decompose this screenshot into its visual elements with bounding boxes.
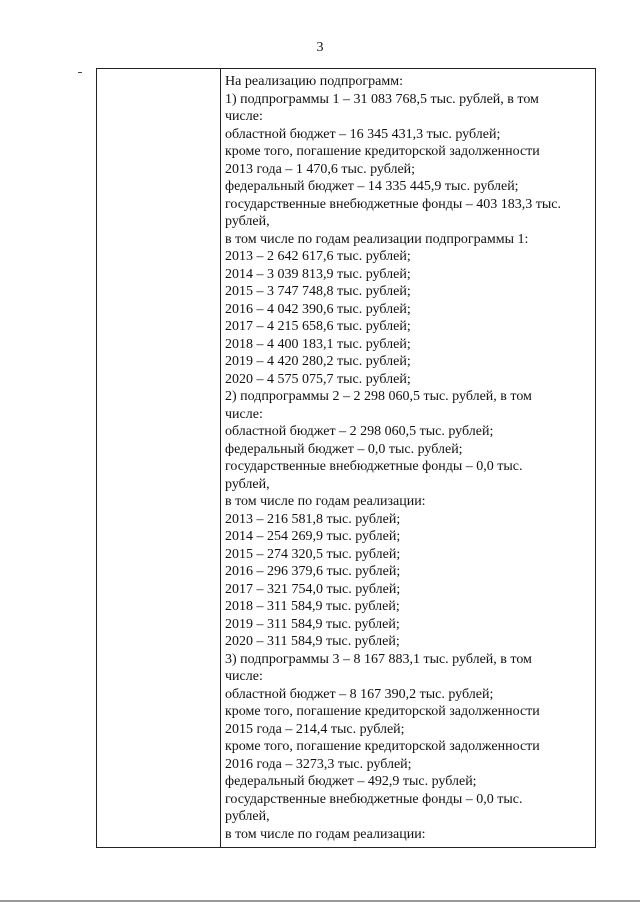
text-line: областной бюджет – 2 298 060,5 тыс. рублей; — [225, 424, 494, 439]
text-line: 2) подпрограммы 2 – 2 298 060,5 тыс. рублей, в том — [225, 389, 532, 404]
text-line: федеральный бюджет – 0,0 тыс. рублей; — [225, 441, 463, 457]
table-right-cell — [225, 73, 591, 843]
text-line: На реализацию подпрограмм: — [225, 74, 403, 89]
text-line: 2019 – 311 584,9 тыс. рублей; — [225, 616, 400, 632]
text-line: рублей, — [225, 214, 270, 229]
text-line: числе: — [225, 109, 263, 124]
text-line: рублей, — [225, 476, 270, 492]
page-number: 3 — [316, 40, 324, 55]
margin-mark — [78, 72, 82, 73]
text-line: в том числе по годам реализации подпрограммы 1: — [225, 231, 529, 247]
page-bottom-edge — [0, 900, 640, 902]
text-line: 2018 – 311 584,9 тыс. рублей; — [225, 599, 400, 614]
text-line: 2018 – 4 400 183,1 тыс. рублей; — [225, 336, 411, 352]
table-left-cell — [97, 69, 221, 847]
text-line: государственные внебюджетные фонды – 0,0 тыс. — [225, 459, 523, 474]
text-line: 2014 – 3 039 813,9 тыс. рублей; — [225, 266, 411, 282]
text-line: кроме того, погашение кредиторской задолженности — [225, 739, 540, 754]
funding-table — [96, 68, 596, 848]
text-line: 2016 – 4 042 390,6 тыс. рублей; — [225, 301, 411, 317]
text-line: 2015 года – 214,4 тыс. рублей; — [225, 721, 405, 737]
text-line: федеральный бюджет – 492,9 тыс. рублей; — [225, 774, 477, 789]
text-line: 2020 – 4 575 075,7 тыс. рублей; — [225, 371, 411, 387]
text-line: числе: — [225, 669, 263, 684]
text-line: 2017 – 321 754,0 тыс. рублей; — [225, 581, 401, 597]
text-line: 2013 года – 1 470,6 тыс. рублей; — [225, 161, 416, 177]
text-line: рублей, — [225, 809, 270, 824]
text-line: в том числе по годам реализации: — [225, 494, 426, 509]
text-line: числе: — [225, 406, 263, 422]
text-line: 2015 – 274 320,5 тыс. рублей; — [225, 546, 401, 562]
text-line: 1) подпрограммы 1 – 31 083 768,5 тыс. рублей, в том — [225, 91, 539, 107]
text-line: государственные внебюджетные фонды – 0,0 тыс. — [225, 791, 523, 807]
text-line: 2013 – 2 642 617,6 тыс. рублей; — [225, 249, 411, 264]
text-line: 3) подпрограммы 3 – 8 167 883,1 тыс. рублей, в том — [225, 651, 532, 667]
text-line: кроме того, погашение кредиторской задолженности — [225, 704, 540, 719]
text-line: областной бюджет – 16 345 431,3 тыс. рублей; — [225, 126, 501, 142]
text-line: областной бюджет – 8 167 390,2 тыс. рублей; — [225, 686, 494, 702]
text-line: 2014 – 254 269,9 тыс. рублей; — [225, 529, 401, 544]
text-line: в том числе по годам реализации: — [225, 826, 426, 842]
text-line: федеральный бюджет – 14 335 445,9 тыс. рублей; — [225, 179, 519, 194]
text-line: кроме того, погашение кредиторской задолженности — [225, 144, 540, 159]
text-line: 2015 – 3 747 748,8 тыс. рублей; — [225, 284, 411, 299]
text-line: 2017 – 4 215 658,6 тыс. рублей; — [225, 319, 411, 334]
text-line: государственные внебюджетные фонды – 403 183,3 тыс. — [225, 196, 561, 212]
text-line: 2013 – 216 581,8 тыс. рублей; — [225, 511, 401, 527]
text-line: 2019 – 4 420 280,2 тыс. рублей; — [225, 354, 411, 369]
text-line: 2020 – 311 584,9 тыс. рублей; — [225, 634, 400, 649]
text-line: 2016 – 296 379,6 тыс. рублей; — [225, 564, 401, 579]
text-line: 2016 года – 3273,3 тыс. рублей; — [225, 756, 412, 772]
